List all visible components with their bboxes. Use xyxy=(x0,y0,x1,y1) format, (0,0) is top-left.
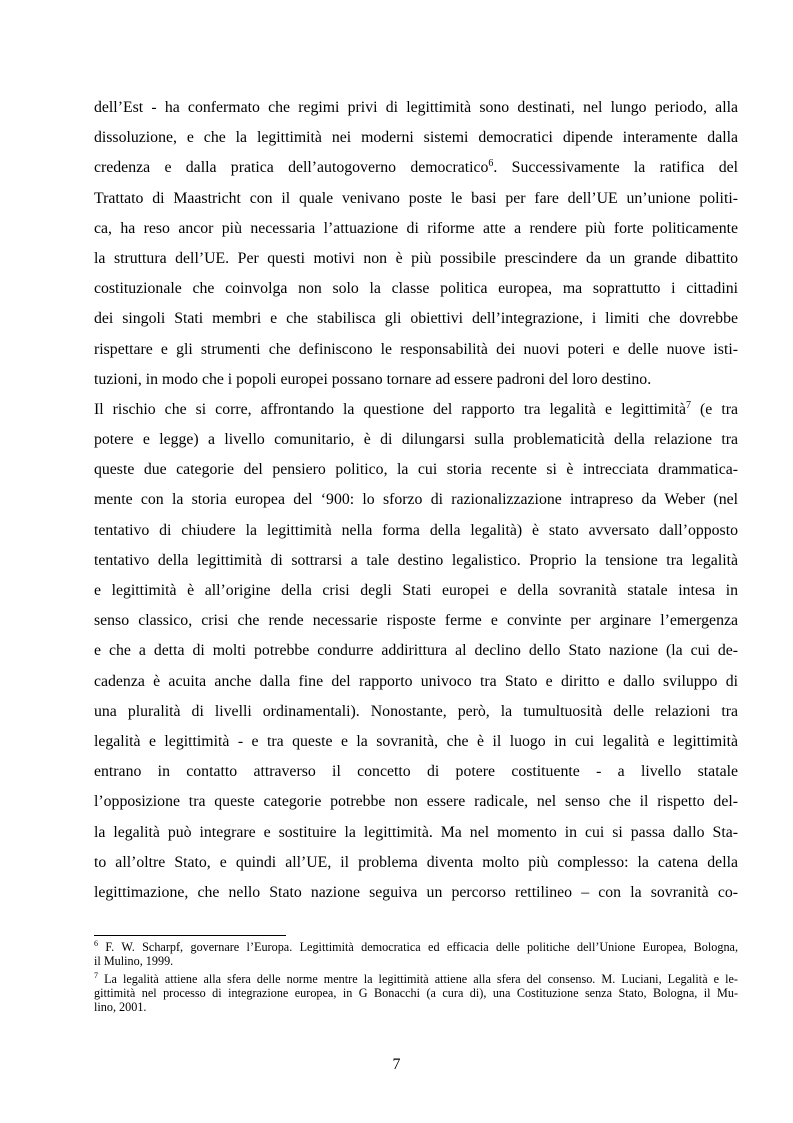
text-line: la struttura dell’UE. Per questi motivi non è più possibile prescindere da un grande dibattito xyxy=(94,249,738,267)
footnote-line: il Mulino, 1999. xyxy=(94,954,174,968)
paragraph-1 xyxy=(94,98,738,390)
text-line xyxy=(94,400,738,420)
footnote-line: gittimità nel processo di integrazione europea, in G Bonacchi (a cura di), una Costituzione senza Stato, Bologna, il Mu- xyxy=(94,986,738,1000)
footnote-6 xyxy=(94,940,738,968)
text-line: costituzionale che coinvolga non solo la classe politica europea, ma soprattutto i cittadini xyxy=(94,280,738,298)
text-line: queste due categorie del pensiero politico, la cui storia recente si è intrecciata drammatica- xyxy=(94,461,738,479)
text-line: ca, ha reso ancor più necessaria l’attuazione di riforme atte a rendere più forte politicamente xyxy=(94,219,738,237)
text-line: e che a detta di molti potrebbe condurre addirittura al declino dello Stato nazione (la cui de- xyxy=(94,642,738,660)
footnotes xyxy=(94,940,738,1014)
text-line: cadenza è acuita anche dalla fine del rapporto univoco tra Stato e diritto e dallo sviluppo di xyxy=(94,672,738,690)
text-line: potere e legge) a livello comunitario, è di dilungarsi sulla problematicità della relazione tra xyxy=(94,431,738,449)
footnote-7 xyxy=(94,972,738,1014)
text-line: legalità e legittimità - e tra queste e la sovranità, che è il luogo in cui legalità e legittimità xyxy=(94,732,738,750)
text-line: rispettare e gli strumenti che definiscono le responsabilità dei nuovi poteri e delle nuove isti- xyxy=(94,340,738,358)
text-line: una pluralità di livelli ordinamentali). Nonostante, però, la tumultuosità delle relazioni tra xyxy=(94,702,738,720)
text-line: e legittimità è all’origine della crisi degli Stati europei e della sovranità statale intesa in xyxy=(94,582,738,599)
text-line: senso classico, crisi che rende necessarie risposte ferme e convinte per arginare l’emergenza xyxy=(94,612,738,630)
paragraph-2 xyxy=(94,400,738,903)
page-number: 7 xyxy=(392,1056,401,1073)
footnote-text: F. W. Scharpf, governare l’Europa. Legittimità democratica ed efficacia delle politiche dell’Unione Europea, Bologna, xyxy=(98,940,738,954)
footnote-line xyxy=(94,940,738,954)
text-line: la legalità può integrare e sostituire la legittimità. Ma nel momento in cui si passa dallo Sta- xyxy=(94,823,738,841)
text-line: dell’Est - ha confermato che regimi privi di legittimità sono destinati, nel lungo periodo, alla xyxy=(94,99,738,116)
text-line: legittimazione, che nello Stato nazione seguiva un percorso rettilineo – con la sovranità co- xyxy=(94,883,738,901)
text-line: entrano in contatto attraverso il concetto di potere costituente - a livello statale xyxy=(94,763,738,781)
text-line-part: . Successivamente la ratifica del xyxy=(493,159,738,177)
text-line-part: (e tra xyxy=(691,400,738,418)
footnote-mark: 6 xyxy=(94,939,98,948)
footnote-ref-6[interactable]: 6 xyxy=(488,158,494,170)
footnote-mark: 7 xyxy=(94,971,98,980)
footnote-line: lino, 2001. xyxy=(94,1000,147,1014)
text-line: tentativo della legittimità di sottrarsi a tale destino legalistico. Proprio la tensione tra legalità xyxy=(94,551,738,569)
text-line xyxy=(94,158,738,178)
footnote-text: La legalità attiene alla sfera delle norme mentre la legittimità attiene alla sfera del consenso. M. Luciani, Legalità e le- xyxy=(98,972,738,986)
text-line: mente con la storia europea del ‘900: lo sforzo di razionalizzazione intrapreso da Weber (nel xyxy=(94,491,738,509)
text-line: to all’oltre Stato, e quindi all’UE, il problema diventa molto più complesso: la catena della xyxy=(94,853,738,871)
text-line: tuzioni, in modo che i popoli europei possano tornare ad essere padroni del loro destino. xyxy=(94,370,652,388)
text-line: l’opposizione tra queste categorie potrebbe non essere radicale, nel senso che il rispetto del- xyxy=(94,793,738,811)
text-line: tentativo di chiudere la legittimità nella forma della legalità) è stato avversato dall’opposto xyxy=(94,521,738,539)
text-line: Trattato di Maastricht con il quale venivano poste le basi per fare dell’UE un’unione politi- xyxy=(94,189,738,207)
text-line: dei singoli Stati membri e che stabilisca gli obiettivi dell’integrazione, i limiti che dovrebbe xyxy=(94,310,738,328)
footnote-separator xyxy=(94,935,286,936)
body-text xyxy=(94,98,738,913)
footnote-line xyxy=(94,972,738,986)
footnote-ref-7[interactable]: 7 xyxy=(686,399,692,411)
text-line-part: Il rischio che si corre, affrontando la questione del rapporto tra legalità e legittimità xyxy=(94,400,687,418)
text-line: dissoluzione, e che la legittimità nei moderni sistemi democratici dipende interamente dalla xyxy=(94,129,738,147)
text-line-part: credenza e dalla pratica dell’autogoverno democratico xyxy=(94,159,489,177)
